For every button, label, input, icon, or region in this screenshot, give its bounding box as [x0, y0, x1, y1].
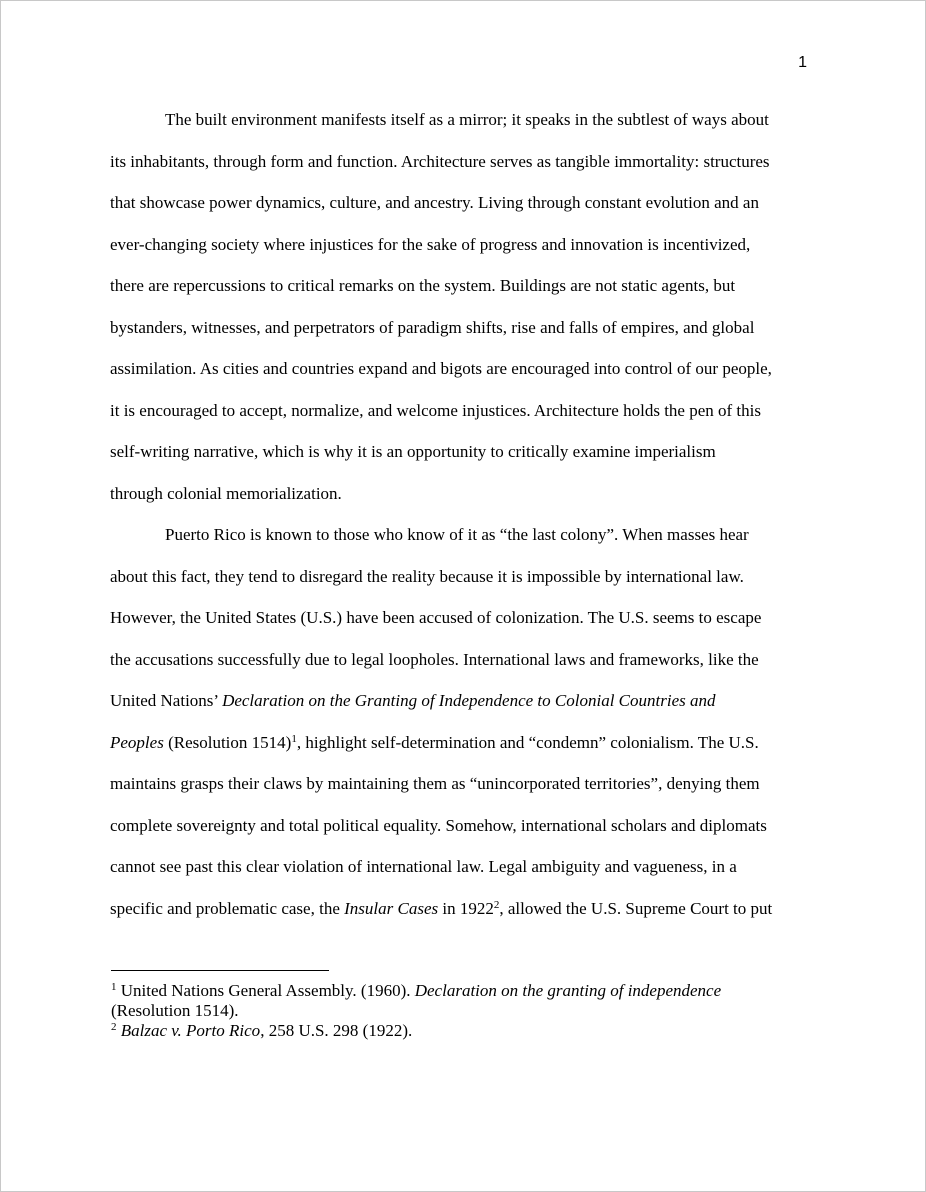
text-line: ever-changing society where injustices for the sake of progress and innovation is incentivized, [110, 234, 751, 254]
text-line: The built environment manifests itself as a mirror; it speaks in the subtlest of ways about [165, 110, 769, 129]
footnotes [111, 981, 827, 1041]
text-line: there are repercussions to critical remarks on the system. Buildings are not static agents, but [110, 276, 736, 295]
case-name-italic: Insular Cases [344, 898, 439, 918]
text-line: the accusations successfully due to legal loopholes. International laws and frameworks, like the [110, 649, 759, 669]
text-line [110, 680, 830, 722]
text-line: bystanders, witnesses, and perpetrators of paradigm shifts, rise and falls of empires, and global [110, 317, 755, 337]
text-line: assimilation. As cities and countries expand and bigots are encouraged into control of our people, [110, 359, 772, 378]
footnote-marker: 2 [111, 1021, 117, 1033]
document-title-italic: Peoples [110, 732, 164, 752]
text-run: , allowed the U.S. Supreme Court to put [499, 898, 773, 918]
footnote-2 [111, 1021, 827, 1041]
paragraph-2 [110, 514, 830, 929]
text-run: in 1922 [438, 898, 494, 918]
body-text [110, 99, 830, 929]
document-title-italic: Declaration on the Granting of Independence to Colonial Countries and [222, 691, 716, 710]
footnote-marker: 1 [111, 981, 117, 993]
case-name-italic: Balzac v. Porto Rico [116, 1021, 261, 1040]
footnote-ref-2: 2 [493, 898, 500, 911]
text-line [110, 888, 830, 930]
text-line: cannot see past this clear violation of international law. Legal ambiguity and vagueness, in a [110, 857, 737, 876]
text-run: , 258 U.S. 298 (1922). [260, 1021, 413, 1040]
footnote-1-continued: (Resolution 1514). [111, 1001, 239, 1020]
text-run: United Nations General Assembly. (1960). [116, 981, 415, 1000]
text-run: (Resolution 1514) [163, 732, 292, 752]
page-number: 1 [798, 54, 807, 71]
text-line: through colonial memorialization. [110, 483, 342, 503]
footnote-separator [111, 970, 329, 971]
text-run: , highlight self-determination and “condemn” colonialism. The U.S. [296, 732, 759, 752]
text-line: its inhabitants, through form and function. Architecture serves as tangible immortality: structures [110, 151, 770, 171]
text-line: Puerto Rico is known to those who know of it as “the last colony”. When masses hear [165, 525, 749, 544]
footnote-ref-1: 1 [291, 732, 297, 745]
text-line: However, the United States (U.S.) have been accused of colonization. The U.S. seems to escape [110, 608, 762, 627]
text-run: United Nations’ [110, 691, 223, 710]
paragraph-1 [110, 99, 830, 514]
text-run: specific and problematic case, the [110, 898, 345, 918]
text-line: that showcase power dynamics, culture, and ancestry. Living through constant evolution and an [110, 193, 759, 212]
document-title-italic: Declaration on the granting of independence [414, 981, 722, 1000]
text-line: self-writing narrative, which is why it is an opportunity to critically examine imperialism [110, 442, 716, 461]
text-line [110, 722, 830, 764]
text-line: it is encouraged to accept, normalize, and welcome injustices. Architecture holds the pen of this [110, 400, 761, 420]
text-line: maintains grasps their claws by maintaining them as “unincorporated territories”, denying them [110, 774, 760, 793]
text-line: about this fact, they tend to disregard the reality because it is impossible by international law. [110, 566, 744, 586]
footnote-1 [111, 981, 827, 1001]
text-line: complete sovereignty and total political equality. Somehow, international scholars and diplomats [110, 815, 767, 835]
